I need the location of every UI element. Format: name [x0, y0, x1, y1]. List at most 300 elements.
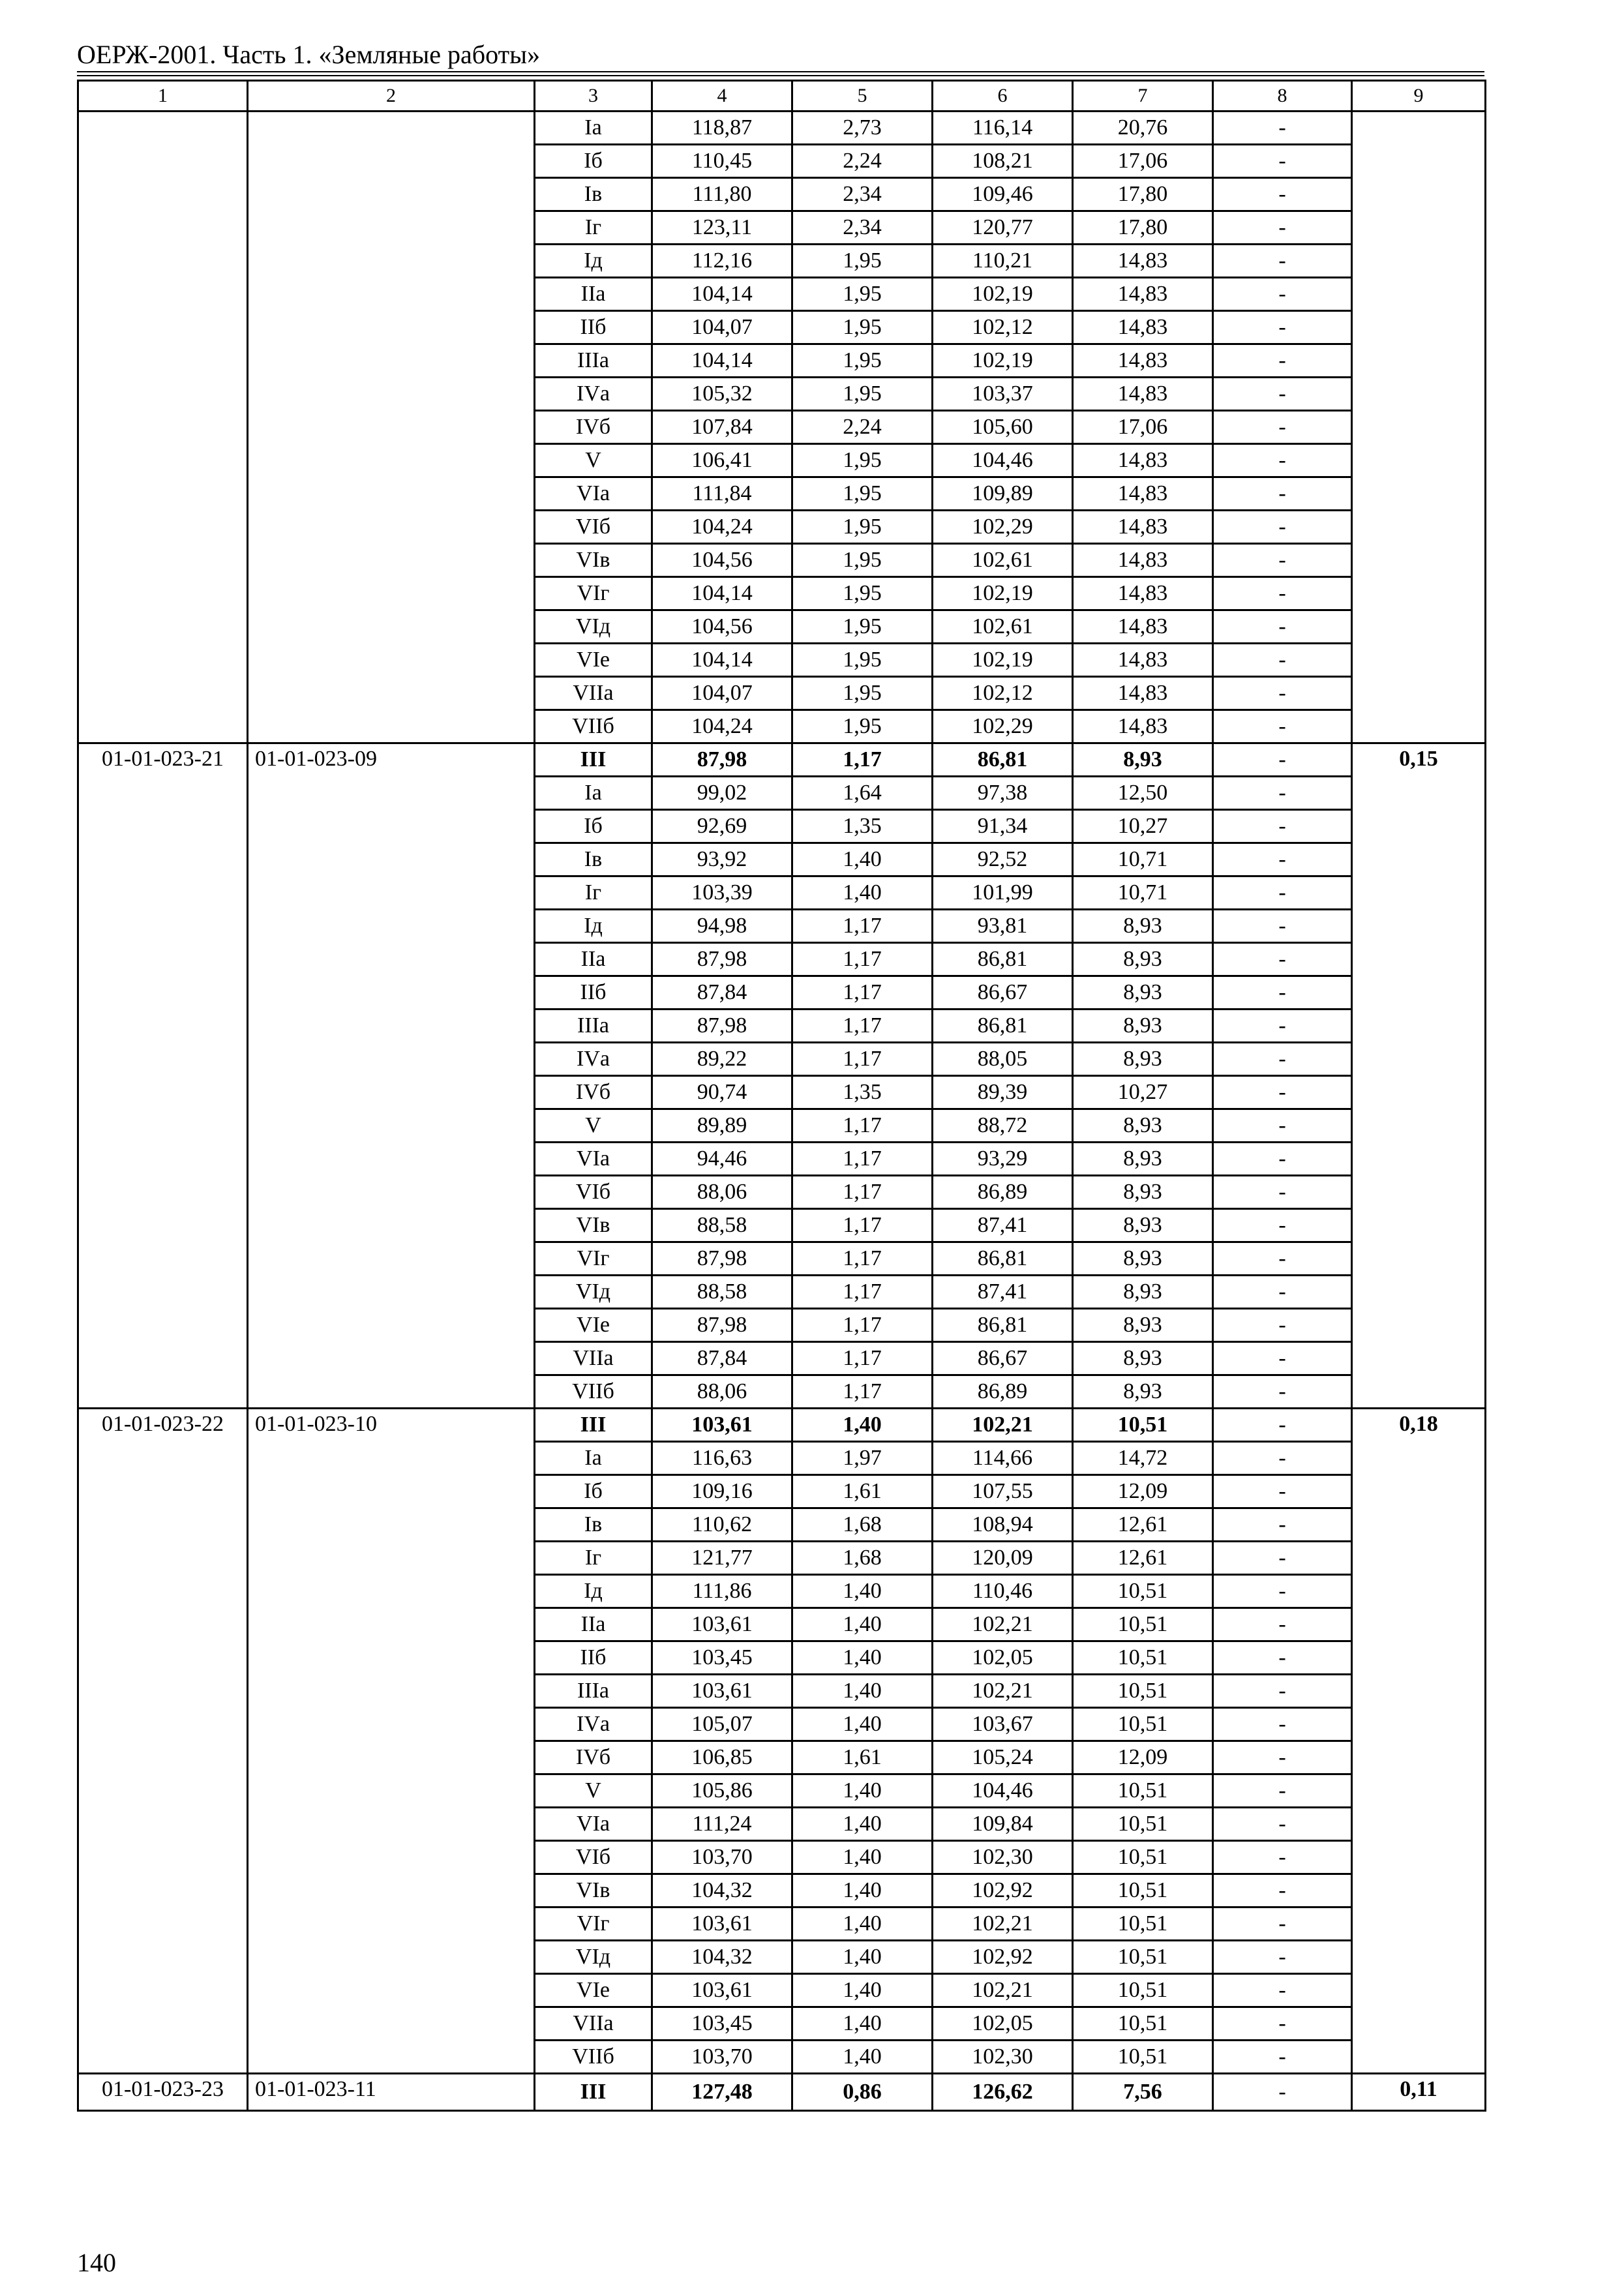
value-cell: - [1213, 1375, 1352, 1409]
code-cell [78, 112, 248, 743]
column-number: 4 [652, 81, 792, 112]
value-cell: Iд [535, 910, 652, 943]
value-cell: - [1213, 1774, 1352, 1808]
value-cell: - [1213, 1475, 1352, 1508]
value-cell: 17,80 [1073, 178, 1213, 211]
value-cell: 1,95 [792, 644, 933, 677]
value-cell: - [1213, 1708, 1352, 1741]
value-cell: 1,40 [792, 1874, 933, 1908]
value-cell: 1,40 [792, 1774, 933, 1808]
value-cell: - [1213, 477, 1352, 511]
value-cell: - [1213, 1442, 1352, 1475]
value-cell: 8,93 [1073, 1276, 1213, 1309]
value-cell: IVа [535, 1708, 652, 1741]
value-cell: VIа [535, 1808, 652, 1841]
value-cell: - [1213, 943, 1352, 976]
value-cell: - [1213, 1508, 1352, 1542]
value-cell: 89,22 [652, 1043, 792, 1076]
value-cell: - [1213, 910, 1352, 943]
value-cell: 14,83 [1073, 444, 1213, 477]
value-cell: 10,51 [1073, 1675, 1213, 1708]
value-cell: 103,61 [652, 1908, 792, 1941]
value-cell: 88,72 [933, 1109, 1073, 1143]
value-cell: 111,80 [652, 178, 792, 211]
value-cell: 8,93 [1073, 1176, 1213, 1209]
value-cell: 103,39 [652, 876, 792, 910]
column-number: 3 [535, 81, 652, 112]
value-cell: - [1213, 444, 1352, 477]
value-cell: 14,83 [1073, 577, 1213, 610]
value-cell: 111,84 [652, 477, 792, 511]
base-code-cell [248, 112, 535, 743]
value-cell: 10,51 [1073, 1708, 1213, 1741]
value-cell: 102,21 [933, 1974, 1073, 2007]
value-cell: 8,93 [1073, 1309, 1213, 1342]
value-cell: VIе [535, 1974, 652, 2007]
value-cell: - [1213, 112, 1352, 145]
value-cell: 1,17 [792, 1309, 933, 1342]
value-cell: 108,21 [933, 145, 1073, 178]
value-cell: 14,83 [1073, 245, 1213, 278]
value-cell: 1,95 [792, 311, 933, 344]
value-cell: 1,61 [792, 1475, 933, 1508]
value-cell: Iд [535, 1575, 652, 1608]
value-cell: 89,89 [652, 1109, 792, 1143]
value-cell: - [1213, 378, 1352, 411]
value-cell: 14,83 [1073, 544, 1213, 577]
value-cell: 86,81 [933, 743, 1073, 777]
value-cell: 86,81 [933, 1309, 1073, 1342]
value-cell: Iв [535, 178, 652, 211]
value-cell: 111,24 [652, 1808, 792, 1841]
value-cell: - [1213, 211, 1352, 245]
value-cell: 102,21 [933, 1608, 1073, 1641]
value-cell: Iг [535, 211, 652, 245]
value-cell: VIг [535, 577, 652, 610]
value-cell: 88,06 [652, 1375, 792, 1409]
value-cell: 104,14 [652, 644, 792, 677]
coefficient-cell: 0,11 [1352, 2074, 1486, 2111]
code-cell: 01-01-023-22 [78, 1409, 248, 2074]
value-cell: Iб [535, 1475, 652, 1508]
value-cell: 12,61 [1073, 1508, 1213, 1542]
value-cell: - [1213, 644, 1352, 677]
value-cell: 87,98 [652, 743, 792, 777]
value-cell: 12,50 [1073, 777, 1213, 810]
value-cell: 87,84 [652, 1342, 792, 1375]
value-cell: 90,74 [652, 1076, 792, 1109]
value-cell: Iв [535, 843, 652, 876]
value-cell: - [1213, 1409, 1352, 1442]
value-cell: 2,24 [792, 145, 933, 178]
value-cell: - [1213, 810, 1352, 843]
value-cell: 1,40 [792, 1908, 933, 1941]
value-cell: VIе [535, 644, 652, 677]
coefficient-cell: 0,15 [1352, 743, 1486, 1409]
value-cell: 110,21 [933, 245, 1073, 278]
value-cell: VIв [535, 1874, 652, 1908]
value-cell: 87,41 [933, 1276, 1073, 1309]
value-cell: 10,51 [1073, 2007, 1213, 2041]
column-number-row [78, 81, 1486, 112]
value-cell: 102,12 [933, 677, 1073, 710]
value-cell: - [1213, 245, 1352, 278]
value-cell: 8,93 [1073, 1043, 1213, 1076]
value-cell: IIб [535, 976, 652, 1010]
value-cell: 88,58 [652, 1209, 792, 1242]
value-cell: 1,40 [792, 1675, 933, 1708]
value-cell: 12,09 [1073, 1475, 1213, 1508]
value-cell: 112,16 [652, 245, 792, 278]
value-cell: 1,64 [792, 777, 933, 810]
value-cell: VIб [535, 511, 652, 544]
value-cell: 88,06 [652, 1176, 792, 1209]
value-cell: - [1213, 1641, 1352, 1675]
code-cell: 01-01-023-23 [78, 2074, 248, 2111]
value-cell: 1,17 [792, 1043, 933, 1076]
value-cell: 17,06 [1073, 145, 1213, 178]
value-cell: VIг [535, 1242, 652, 1276]
value-cell: 14,83 [1073, 378, 1213, 411]
value-cell: Iб [535, 145, 652, 178]
column-number: 6 [933, 81, 1073, 112]
value-cell: 1,40 [792, 1575, 933, 1608]
value-cell: 1,17 [792, 1143, 933, 1176]
value-cell: 14,83 [1073, 311, 1213, 344]
value-cell: 102,61 [933, 544, 1073, 577]
value-cell: 86,81 [933, 1010, 1073, 1043]
value-cell: 86,67 [933, 1342, 1073, 1375]
value-cell: 8,93 [1073, 1010, 1213, 1043]
value-cell: - [1213, 677, 1352, 710]
value-cell: 104,46 [933, 1774, 1073, 1808]
value-cell: 87,41 [933, 1209, 1073, 1242]
value-cell: 104,32 [652, 1874, 792, 1908]
value-cell: 12,09 [1073, 1741, 1213, 1774]
value-cell: - [1213, 1675, 1352, 1708]
value-cell: 88,58 [652, 1276, 792, 1309]
value-cell: VIIб [535, 710, 652, 743]
value-cell: IIб [535, 311, 652, 344]
value-cell: - [1213, 1109, 1352, 1143]
value-cell: 1,40 [792, 1708, 933, 1741]
value-cell: VIIа [535, 1342, 652, 1375]
value-cell: 14,83 [1073, 644, 1213, 677]
value-cell: 104,56 [652, 610, 792, 644]
value-cell: 1,95 [792, 511, 933, 544]
value-cell: 12,61 [1073, 1542, 1213, 1575]
value-cell: - [1213, 1874, 1352, 1908]
value-cell: 110,46 [933, 1575, 1073, 1608]
value-cell: 1,35 [792, 810, 933, 843]
value-cell: III [535, 2074, 652, 2111]
value-cell: 86,89 [933, 1375, 1073, 1409]
value-cell: 121,77 [652, 1542, 792, 1575]
value-cell: 1,40 [792, 843, 933, 876]
value-cell: 1,17 [792, 1176, 933, 1209]
value-cell: 94,98 [652, 910, 792, 943]
column-number: 9 [1352, 81, 1486, 112]
value-cell: III [535, 1409, 652, 1442]
value-cell: 102,19 [933, 644, 1073, 677]
value-cell: 106,85 [652, 1741, 792, 1774]
value-cell: 116,63 [652, 1442, 792, 1475]
value-cell: Iб [535, 810, 652, 843]
value-cell: 87,98 [652, 943, 792, 976]
value-cell: 104,14 [652, 577, 792, 610]
value-cell: 8,93 [1073, 910, 1213, 943]
value-cell: 10,51 [1073, 1808, 1213, 1841]
value-cell: 1,95 [792, 610, 933, 644]
column-number: 2 [248, 81, 535, 112]
value-cell: - [1213, 976, 1352, 1010]
value-cell: - [1213, 411, 1352, 444]
value-cell: 108,94 [933, 1508, 1073, 1542]
value-cell: - [1213, 1974, 1352, 2007]
value-cell: 102,21 [933, 1409, 1073, 1442]
value-cell: 93,92 [652, 843, 792, 876]
value-cell: 102,30 [933, 2041, 1073, 2074]
value-cell: - [1213, 1575, 1352, 1608]
value-cell: 1,40 [792, 1409, 933, 1442]
value-cell: 1,17 [792, 743, 933, 777]
value-cell: - [1213, 1143, 1352, 1176]
value-cell: 86,81 [933, 943, 1073, 976]
value-cell: 1,17 [792, 1342, 933, 1375]
value-cell: 10,51 [1073, 2041, 1213, 2074]
value-cell: VIд [535, 610, 652, 644]
value-cell: 1,95 [792, 544, 933, 577]
value-cell: 8,93 [1073, 1143, 1213, 1176]
value-cell: 102,19 [933, 577, 1073, 610]
value-cell: 88,05 [933, 1043, 1073, 1076]
coefficient-cell: 0,18 [1352, 1409, 1486, 2074]
value-cell: 102,29 [933, 710, 1073, 743]
value-cell: - [1213, 178, 1352, 211]
value-cell: 104,24 [652, 511, 792, 544]
value-cell: 102,29 [933, 511, 1073, 544]
table-row [78, 112, 1486, 145]
value-cell: 8,93 [1073, 1375, 1213, 1409]
value-cell: 102,92 [933, 1874, 1073, 1908]
value-cell: 102,92 [933, 1941, 1073, 1974]
value-cell: 0,86 [792, 2074, 933, 2111]
value-cell: 102,30 [933, 1841, 1073, 1874]
value-cell: - [1213, 1076, 1352, 1109]
value-cell: Iг [535, 876, 652, 910]
value-cell: 91,34 [933, 810, 1073, 843]
column-number: 8 [1213, 81, 1352, 112]
value-cell: 103,70 [652, 2041, 792, 2074]
value-cell: 105,60 [933, 411, 1073, 444]
value-cell: 8,93 [1073, 1109, 1213, 1143]
value-cell: V [535, 1774, 652, 1808]
value-cell: 109,89 [933, 477, 1073, 511]
value-cell: 1,95 [792, 677, 933, 710]
value-cell: 1,68 [792, 1508, 933, 1542]
value-cell: 17,06 [1073, 411, 1213, 444]
value-cell: 102,61 [933, 610, 1073, 644]
value-cell: IVб [535, 1076, 652, 1109]
base-code-cell: 01-01-023-10 [248, 1409, 535, 2074]
value-cell: 10,27 [1073, 1076, 1213, 1109]
page-header-title: ОЕРЖ-2001. Часть 1. «Земляные работы» [77, 40, 540, 69]
value-cell: 86,81 [933, 1242, 1073, 1276]
value-cell: Iд [535, 245, 652, 278]
value-cell: 1,17 [792, 976, 933, 1010]
value-cell: 127,48 [652, 2074, 792, 2111]
value-cell: 7,56 [1073, 2074, 1213, 2111]
value-cell: VIа [535, 1143, 652, 1176]
value-cell: 104,14 [652, 278, 792, 311]
value-cell: 1,61 [792, 1741, 933, 1774]
value-cell: 17,80 [1073, 211, 1213, 245]
value-cell: - [1213, 344, 1352, 378]
table-row [78, 1409, 1486, 1442]
value-cell: 1,17 [792, 910, 933, 943]
value-cell: 110,45 [652, 145, 792, 178]
value-cell: - [1213, 2007, 1352, 2041]
value-cell: 1,40 [792, 876, 933, 910]
value-cell: IIа [535, 278, 652, 311]
value-cell: - [1213, 2074, 1352, 2111]
value-cell: IVб [535, 411, 652, 444]
value-cell: 103,61 [652, 1675, 792, 1708]
value-cell: 1,95 [792, 577, 933, 610]
value-cell: - [1213, 1741, 1352, 1774]
value-cell: 1,95 [792, 344, 933, 378]
value-cell: 14,83 [1073, 610, 1213, 644]
value-cell: Iа [535, 112, 652, 145]
value-cell: - [1213, 743, 1352, 777]
value-cell: 1,17 [792, 1109, 933, 1143]
value-cell: 106,41 [652, 444, 792, 477]
value-cell: VIб [535, 1176, 652, 1209]
value-cell: 104,07 [652, 677, 792, 710]
value-cell: 10,51 [1073, 1641, 1213, 1675]
value-cell: 10,51 [1073, 1575, 1213, 1608]
column-number: 5 [792, 81, 933, 112]
value-cell: 1,40 [792, 1641, 933, 1675]
value-cell: VIе [535, 1309, 652, 1342]
value-cell: 1,17 [792, 1209, 933, 1242]
value-cell: 89,39 [933, 1076, 1073, 1109]
value-cell: VIб [535, 1841, 652, 1874]
value-cell: 1,95 [792, 444, 933, 477]
value-cell: 99,02 [652, 777, 792, 810]
value-cell: 109,46 [933, 178, 1073, 211]
value-cell: 8,93 [1073, 1242, 1213, 1276]
value-cell: - [1213, 1542, 1352, 1575]
table-row [78, 2074, 1486, 2111]
value-cell: 10,51 [1073, 1874, 1213, 1908]
value-cell: 105,07 [652, 1708, 792, 1741]
value-cell: 1,40 [792, 1941, 933, 1974]
value-cell: 86,89 [933, 1176, 1073, 1209]
value-cell: 14,72 [1073, 1442, 1213, 1475]
value-cell: Iг [535, 1542, 652, 1575]
value-cell: VIг [535, 1908, 652, 1941]
header-rule-bottom [77, 75, 1484, 76]
value-cell: 14,83 [1073, 278, 1213, 311]
value-cell: - [1213, 1209, 1352, 1242]
table-row [78, 743, 1486, 777]
value-cell: 114,66 [933, 1442, 1073, 1475]
value-cell: III [535, 743, 652, 777]
value-cell: 20,76 [1073, 112, 1213, 145]
value-cell: 1,17 [792, 1242, 933, 1276]
value-cell: IIIа [535, 1675, 652, 1708]
value-cell: 123,11 [652, 211, 792, 245]
value-cell: 107,55 [933, 1475, 1073, 1508]
value-cell: 104,32 [652, 1941, 792, 1974]
value-cell: - [1213, 1908, 1352, 1941]
value-cell: VIд [535, 1276, 652, 1309]
value-cell: IVа [535, 1043, 652, 1076]
value-cell: Iа [535, 1442, 652, 1475]
column-number: 1 [78, 81, 248, 112]
value-cell: VIIб [535, 2041, 652, 2074]
value-cell: 104,56 [652, 544, 792, 577]
value-cell: 102,19 [933, 344, 1073, 378]
value-cell: 1,95 [792, 378, 933, 411]
value-cell: 14,83 [1073, 344, 1213, 378]
value-cell: 10,27 [1073, 810, 1213, 843]
value-cell: 14,83 [1073, 710, 1213, 743]
value-cell: 10,51 [1073, 1774, 1213, 1808]
value-cell: VIIа [535, 2007, 652, 2041]
value-cell: - [1213, 1309, 1352, 1342]
value-cell: - [1213, 610, 1352, 644]
value-cell: - [1213, 1276, 1352, 1309]
value-cell: - [1213, 577, 1352, 610]
value-cell: - [1213, 710, 1352, 743]
value-cell: 10,51 [1073, 1841, 1213, 1874]
value-cell: 10,71 [1073, 843, 1213, 876]
value-cell: 94,46 [652, 1143, 792, 1176]
value-cell: 102,19 [933, 278, 1073, 311]
value-cell: VIа [535, 477, 652, 511]
value-cell: 103,61 [652, 1608, 792, 1641]
value-cell: 10,71 [1073, 876, 1213, 910]
value-cell: VIIа [535, 677, 652, 710]
value-cell: - [1213, 278, 1352, 311]
value-cell: 87,98 [652, 1309, 792, 1342]
value-cell: - [1213, 1808, 1352, 1841]
value-cell: 103,45 [652, 2007, 792, 2041]
page-number: 140 [77, 2248, 116, 2277]
value-cell: 92,52 [933, 843, 1073, 876]
value-cell: 120,09 [933, 1542, 1073, 1575]
value-cell: IIа [535, 1608, 652, 1641]
value-cell: V [535, 444, 652, 477]
value-cell: 103,37 [933, 378, 1073, 411]
value-cell: 8,93 [1073, 1209, 1213, 1242]
value-cell: 102,21 [933, 1675, 1073, 1708]
value-cell: - [1213, 1242, 1352, 1276]
value-cell: - [1213, 1941, 1352, 1974]
value-cell: IIб [535, 1641, 652, 1675]
value-cell: 1,17 [792, 943, 933, 976]
value-cell: IVб [535, 1741, 652, 1774]
value-cell: IIIа [535, 1010, 652, 1043]
value-cell: 103,67 [933, 1708, 1073, 1741]
value-cell: 87,98 [652, 1010, 792, 1043]
code-cell: 01-01-023-21 [78, 743, 248, 1409]
value-cell: 1,40 [792, 2041, 933, 2074]
value-cell: 10,51 [1073, 1608, 1213, 1641]
value-cell: 101,99 [933, 876, 1073, 910]
